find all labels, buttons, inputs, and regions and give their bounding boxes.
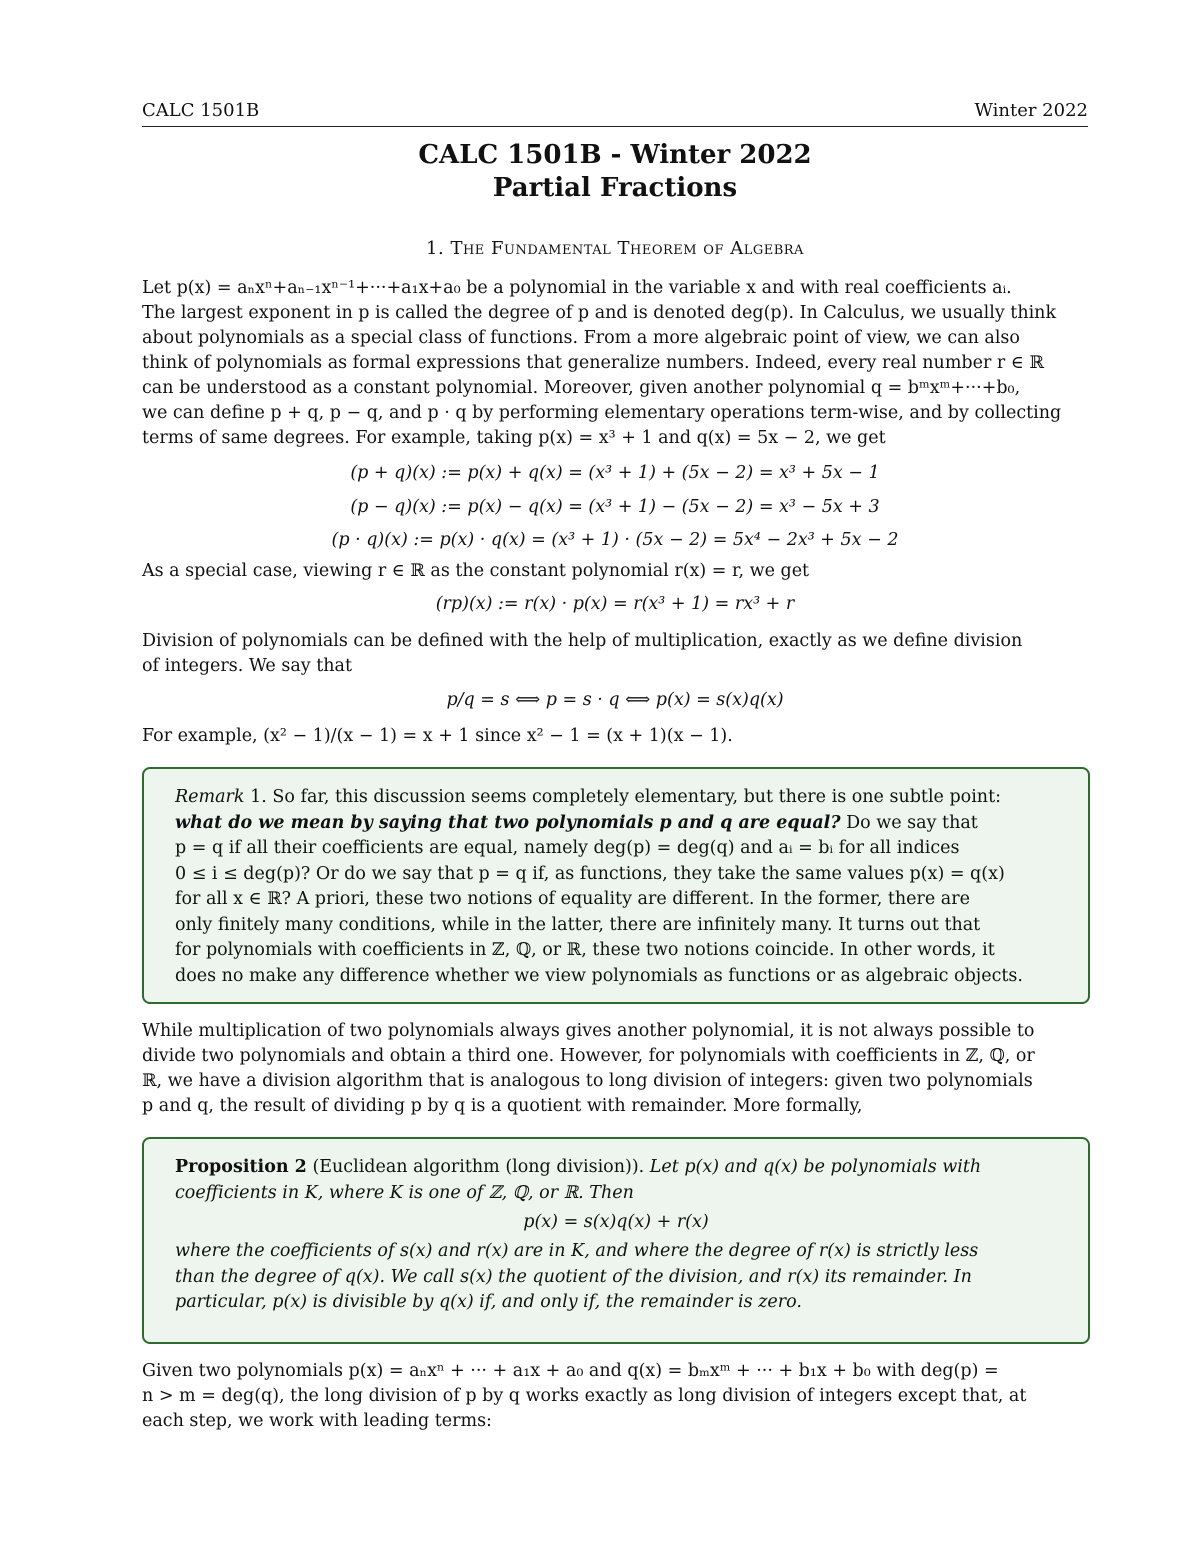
- remark-first-line: [175, 785, 1057, 811]
- text-line: As a special case, viewing r ∈ ℝ as the constant polynomial r(x) = r, we get: [142, 561, 810, 581]
- text-line: can be understood as a constant polynomial. Moreover, given another polynomial q = bᵐxᵐ+···+b₀,: [142, 378, 1021, 398]
- text-line: terms of same degrees. For example, taking p(x) = x³ + 1 and q(x) = 5x − 2, we get: [142, 428, 886, 448]
- document-subtitle: Partial Fractions: [492, 173, 738, 203]
- header-term: Winter 2022: [974, 100, 1088, 121]
- long-division-paragraph: [142, 1359, 1088, 1434]
- intro-paragraph: [142, 276, 1088, 451]
- equation-product: (p · q)(x) := p(x) · q(x) = (x³ + 1) · (5x − 2) = 5x⁴ − 2x³ + 5x − 2: [331, 530, 899, 550]
- text-line: For example, (x² − 1)/(x − 1) = x + 1 since x² − 1 = (x + 1)(x − 1).: [142, 726, 733, 746]
- proposition-label: Proposition 2: [175, 1157, 307, 1177]
- remark-label: Remark: [175, 787, 245, 807]
- equation-difference: (p − q)(x) := p(x) − q(x) = (x³ + 1) − (5x − 2) = x³ − 5x + 3: [350, 497, 880, 517]
- division-intro-paragraph: [142, 629, 1088, 679]
- text-line: While multiplication of two polynomials always gives another polynomial, it is not always possible to: [142, 1021, 1035, 1041]
- proposition-equation: p(x) = s(x)q(x) + r(x): [523, 1212, 709, 1232]
- multiplication-paragraph: [142, 1019, 1088, 1119]
- remark-text: So far, this discussion seems completely elementary, but there is one subtle point:: [272, 787, 1001, 807]
- text-line: Division of polynomials can be defined with the help of multiplication, exactly as we define division: [142, 631, 1023, 651]
- text-line: where the coefficients of s(x) and r(x) are in K, and where the degree of r(x) is strictly less: [175, 1241, 979, 1261]
- proposition-box: [142, 1137, 1090, 1344]
- text-line: about polynomials as a special class of functions. From a more algebraic point of view, we can also: [142, 328, 1020, 348]
- running-header: [142, 100, 1088, 127]
- proposition-first-line: [175, 1155, 1057, 1181]
- text-line: p = q if all their coefficients are equal, namely deg(p) = deg(q) and aᵢ = bᵢ for all indices: [175, 838, 960, 858]
- text-line: particular, p(x) is divisible by q(x) if, and only if, the remainder is zero.: [175, 1292, 802, 1312]
- text-line: Let p(x) = aₙxⁿ+aₙ₋₁xⁿ⁻¹+···+a₁x+a₀ be a polynomial in the variable x and with real coefficients aᵢ.: [142, 278, 1012, 298]
- text-line: 0 ≤ i ≤ deg(p)? Or do we say that p = q if, as functions, they take the same values p(x) = q(x): [175, 863, 1005, 884]
- text-line: ℝ, we have a division algorithm that is analogous to long division of integers: given two polynomials: [142, 1071, 1033, 1091]
- equation-sum: (p + q)(x) := p(x) + q(x) = (x³ + 1) + (5x − 2) = x³ + 5x − 1: [350, 463, 880, 483]
- text-line: each step, we work with leading terms:: [142, 1411, 492, 1431]
- proposition-name: (Euclidean algorithm (long division)).: [312, 1157, 645, 1177]
- section-heading: 1. The Fundamental Theorem of Algebra: [426, 238, 804, 259]
- remark-question-line: [175, 811, 1057, 837]
- document-title: CALC 1501B - Winter 2022: [418, 140, 812, 170]
- text-line: for polynomials with coefficients in ℤ, ℚ, or ℝ, these two notions coincide. In other words, it: [175, 940, 995, 960]
- text-line: coefficients in K, where K is one of ℤ, ℚ, or ℝ. Then: [175, 1182, 634, 1203]
- remark-box: [142, 767, 1090, 1004]
- division-example-text: [142, 724, 1088, 749]
- equation-division-definition: p/q = s ⟺ p = s · q ⟺ p(x) = s(x)q(x): [446, 690, 784, 710]
- text-line: only finitely many conditions, while in the latter, there are infinitely many. It turns out that: [175, 914, 981, 935]
- text-line: divide two polynomials and obtain a third one. However, for polynomials with coefficients in ℤ, ℚ, or: [142, 1046, 1035, 1066]
- equation-scalar-multiple: (rp)(x) := r(x) · p(x) = r(x³ + 1) = rx³ + r: [435, 594, 795, 614]
- text-line: The largest exponent in p is called the degree of p and is denoted deg(p). In Calculus, we usually think: [142, 303, 1057, 323]
- text-line: Given two polynomials p(x) = aₙxⁿ + ··· + a₁x + a₀ and q(x) = bₘxᵐ + ··· + b₁x + b₀ with deg(p) =: [142, 1361, 999, 1381]
- header-course: CALC 1501B: [142, 100, 260, 121]
- proposition-text: Let p(x) and q(x) be polynomials with: [644, 1157, 982, 1177]
- remark-number: 1.: [250, 787, 267, 807]
- remark-key-question: what do we mean by saying that two polynomials p and q are equal?: [175, 812, 841, 833]
- text-line: p and q, the result of dividing p by q is a quotient with remainder. More formally,: [142, 1096, 863, 1116]
- text-line: than the degree of q(x). We call s(x) the quotient of the division, and r(x) its remainder. In: [175, 1266, 972, 1287]
- text-line: n > m = deg(q), the long division of p by q works exactly as long division of integers except that, at: [142, 1386, 1027, 1406]
- text-line: for all x ∈ ℝ? A priori, these two notions of equality are different. In the former, there are: [175, 889, 970, 909]
- text-line: of integers. We say that: [142, 656, 352, 676]
- text-line: does no make any difference whether we view polynomials as functions or as algebraic objects.: [175, 965, 1023, 986]
- remark-text: Do we say that: [840, 812, 978, 833]
- text-line: we can define p + q, p − q, and p · q by performing elementary operations term-wise, and by collecting: [142, 403, 1062, 423]
- special-case-text: [142, 559, 1088, 584]
- text-line: think of polynomials as formal expressions that generalize numbers. Indeed, every real number r ∈ ℝ: [142, 353, 1044, 373]
